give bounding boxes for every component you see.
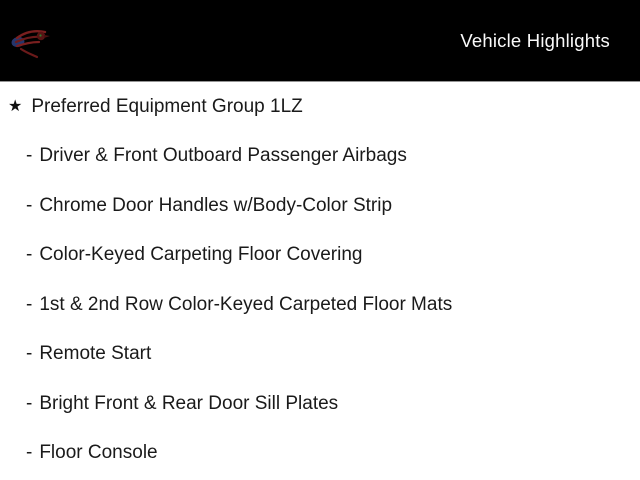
star-icon: ★ — [8, 97, 23, 115]
dash-bullet: - — [26, 293, 33, 315]
item-label: Color-Keyed Carpeting Floor Covering — [39, 244, 363, 266]
dash-bullet: - — [26, 244, 33, 266]
dash-bullet: - — [26, 392, 33, 414]
dash-bullet: - — [26, 442, 33, 464]
list-item — [0, 181, 640, 231]
dash-bullet: - — [26, 194, 33, 216]
header-bar — [0, 0, 640, 82]
item-label: Floor Console — [39, 442, 158, 464]
dash-bullet: - — [26, 145, 33, 167]
list-item — [0, 330, 640, 380]
item-label: Driver & Front Outboard Passenger Airbags — [39, 145, 407, 167]
equipment-group-header — [0, 82, 640, 132]
list-item — [0, 379, 640, 429]
highlights-list — [0, 82, 640, 478]
item-label: Bright Front & Rear Door Sill Plates — [39, 392, 339, 414]
dash-bullet: - — [26, 343, 33, 365]
item-label: Chrome Door Handles w/Body-Color Strip — [39, 194, 393, 216]
list-item — [0, 231, 640, 281]
eagle-flag-logo-icon — [10, 23, 58, 61]
item-label: Remote Start — [39, 343, 152, 365]
list-item — [0, 429, 640, 479]
equipment-group-label: Preferred Equipment Group 1LZ — [31, 95, 303, 117]
list-item — [0, 280, 640, 330]
item-label: 1st & 2nd Row Color-Keyed Carpeted Floor Mats — [39, 293, 453, 315]
page-title: Vehicle Highlights — [460, 29, 610, 51]
list-item — [0, 132, 640, 182]
